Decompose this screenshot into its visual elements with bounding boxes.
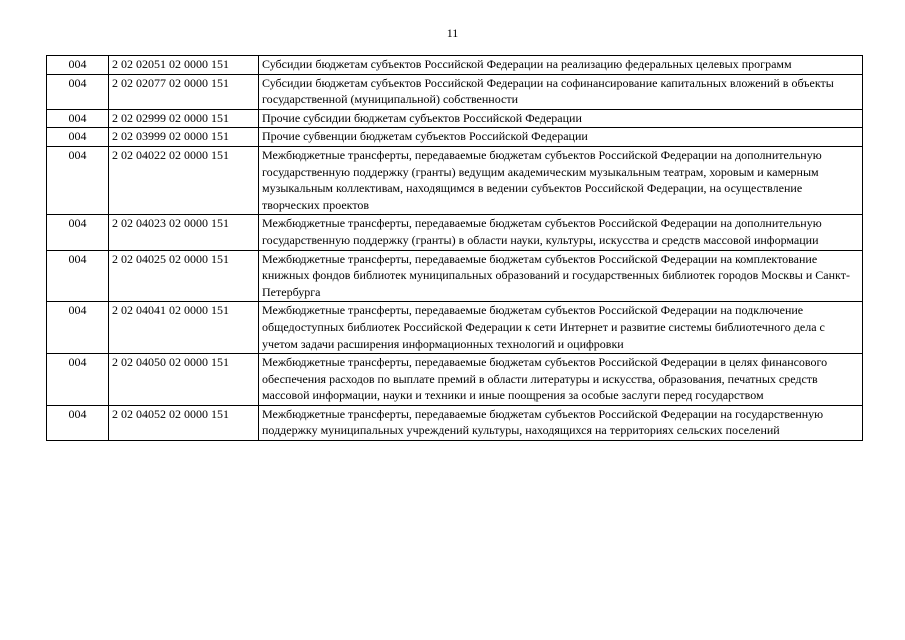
table-row [47, 215, 863, 250]
table-row [47, 302, 863, 354]
budget-code-cell: 2 02 02077 02 0000 151 [109, 74, 259, 109]
table-row [47, 109, 863, 128]
admin-code-cell: 004 [47, 128, 109, 147]
revenue-name-cell: Межбюджетные трансферты, передаваемые бюджетам субъектов Российской Федерации в целях финансового обеспечения расходов по выплате премий в области литературы и искусства, образования, печатных средств массовой информации, науки и техники и иные поощрения за особые заслуги перед государством [259, 354, 863, 406]
table-row [47, 146, 863, 214]
revenue-name-cell: Субсидии бюджетам субъектов Российской Федерации на софинансирование капитальных вложений в объекты государственной (муниципальной) собственности [259, 74, 863, 109]
admin-code-cell: 004 [47, 109, 109, 128]
table-row [47, 74, 863, 109]
budget-code-cell: 2 02 04022 02 0000 151 [109, 146, 259, 214]
admin-code-cell: 004 [47, 56, 109, 75]
budget-codes-table [46, 55, 863, 441]
budget-code-cell: 2 02 04050 02 0000 151 [109, 354, 259, 406]
revenue-name-cell: Межбюджетные трансферты, передаваемые бюджетам субъектов Российской Федерации на комплектование книжных фондов библиотек муниципальных образований и государственных библиотек городов Москвы и Санкт-Петербурга [259, 250, 863, 302]
budget-code-cell: 2 02 04041 02 0000 151 [109, 302, 259, 354]
admin-code-cell: 004 [47, 146, 109, 214]
table-row [47, 250, 863, 302]
budget-code-cell: 2 02 04052 02 0000 151 [109, 405, 259, 440]
table-row [47, 354, 863, 406]
admin-code-cell: 004 [47, 302, 109, 354]
revenue-name-cell: Прочие субвенции бюджетам субъектов Российской Федерации [259, 128, 863, 147]
budget-code-cell: 2 02 03999 02 0000 151 [109, 128, 259, 147]
admin-code-cell: 004 [47, 250, 109, 302]
table-row [47, 56, 863, 75]
page-number: 11 [446, 26, 459, 40]
table-row [47, 128, 863, 147]
budget-code-cell: 2 02 04025 02 0000 151 [109, 250, 259, 302]
revenue-name-cell: Межбюджетные трансферты, передаваемые бюджетам субъектов Российской Федерации на государственную поддержку муниципальных учреждений культуры, находящихся на территориях сельских поселений [259, 405, 863, 440]
admin-code-cell: 004 [47, 354, 109, 406]
budget-code-cell: 2 02 02051 02 0000 151 [109, 56, 259, 75]
budget-code-cell: 2 02 04023 02 0000 151 [109, 215, 259, 250]
table-row [47, 405, 863, 440]
admin-code-cell: 004 [47, 74, 109, 109]
revenue-name-cell: Межбюджетные трансферты, передаваемые бюджетам субъектов Российской Федерации на подключение общедоступных библиотек Российской Федерации к сети Интернет и развитие системы библиотечного дела с учетом задачи расширения информационных технологий и оцифровки [259, 302, 863, 354]
admin-code-cell: 004 [47, 215, 109, 250]
budget-code-cell: 2 02 02999 02 0000 151 [109, 109, 259, 128]
revenue-name-cell: Субсидии бюджетам субъектов Российской Федерации на реализацию федеральных целевых программ [259, 56, 863, 75]
revenue-name-cell: Прочие субсидии бюджетам субъектов Российской Федерации [259, 109, 863, 128]
admin-code-cell: 004 [47, 405, 109, 440]
revenue-name-cell: Межбюджетные трансферты, передаваемые бюджетам субъектов Российской Федерации на дополнительную государственную поддержку (гранты) ведущим академическим музыкальным театрам, хоровым и камерным музыкальным коллективам, находящимся в ведении субъектов Российской Федерации, на осуществление творческих проектов [259, 146, 863, 214]
revenue-name-cell: Межбюджетные трансферты, передаваемые бюджетам субъектов Российской Федерации на дополнительную государственную поддержку (гранты) в области науки, культуры, искусства и средств массовой информации [259, 215, 863, 250]
